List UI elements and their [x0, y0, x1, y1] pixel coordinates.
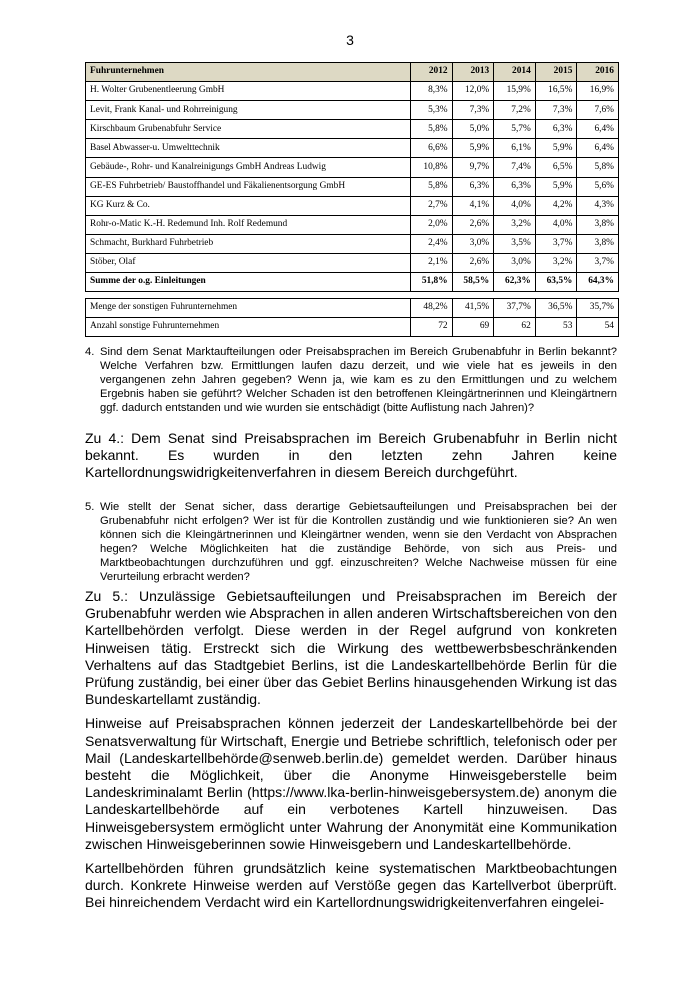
sum-row [86, 273, 619, 292]
answer-4 [85, 430, 617, 489]
table-row [86, 82, 619, 101]
share-value-cell: 2,6% [452, 253, 494, 272]
answer-5-paragraph-3: Kartellbehörden führen grundsätzlich keine systematischen Marktbeobachtungen durch. Konkrete Hinweise werden auf Verstöße gegen das Kartellverbot überprüft. Bei hinreichendem Verdacht wird ein Kartellordnungswidrigkeitenverfahren eingelei- [85, 860, 617, 911]
column-header-year: 2016 [577, 63, 619, 82]
company-name-cell: Basel Abwasser-u. Umwelttechnik [86, 139, 411, 158]
share-value-cell: 15,9% [494, 82, 536, 101]
share-value-cell: 6,1% [494, 139, 536, 158]
answer-5 [85, 588, 617, 919]
share-value-cell: 7,3% [452, 101, 494, 120]
row-value-cell: 54 [577, 318, 619, 337]
row-value-cell: 41,5% [452, 299, 494, 318]
share-value-cell: 6,5% [535, 158, 577, 177]
share-value-cell: 7,4% [494, 158, 536, 177]
column-header-year: 2014 [494, 63, 536, 82]
share-value-cell: 5,9% [535, 139, 577, 158]
question-4-text: Sind dem Senat Marktaufteilungen oder Preisabsprachen im Bereich Grubenabfuhr in Berlin bekannt? Welche Verfahren bzw. Ermittlungen laufen dazu derzeit, und wie viele hat es jeweils in den vergangenen zehn Jahren gegeben? Wenn ja, wie kam es zu den Ermittlungen und zu welchem Ergebnis haben sie geführt? Welcher Schaden ist den betroffenen Kleingärtnerinnen und Kleingärtnern ggf. dadurch entstanden und wie wurden sie entschädigt (bitte Auflistung nach Jahren)? [100, 346, 617, 414]
share-value-cell: 4,3% [577, 196, 619, 215]
table-row [86, 196, 619, 215]
share-value-cell: 3,8% [577, 234, 619, 253]
share-value-cell: 12,0% [452, 82, 494, 101]
row-value-cell: 36,5% [535, 299, 577, 318]
column-header-year: 2013 [452, 63, 494, 82]
table-row [86, 101, 619, 120]
row-value-cell: 37,7% [494, 299, 536, 318]
row-value-cell: 62 [494, 318, 536, 337]
question-5-text: Wie stellt der Senat sicher, dass derartige Gebietsaufteilungen und Preisabsprachen bei der Grubenabfuhr nicht erfolgen? Wer ist für die Kontrollen zuständig und wie funktionieren sie? An wen können sich die Kleingärtnerinnen und Kleingärtner wenden, wenn sie den Verdacht von Absprachen hegen? Welche Möglichkeiten hat die zuständige Behörde, von sich aus Preis- und Marktbeobachtungen durchzuführen und ggf. einzuschreiten? Welche Nachweise müssen für eine Verurteilung erbracht werden? [100, 501, 617, 583]
column-header-year: 2015 [535, 63, 577, 82]
row-value-cell: 69 [452, 318, 494, 337]
share-value-cell: 5,8% [411, 177, 453, 196]
table-row [86, 318, 619, 337]
share-value-cell: 5,8% [577, 158, 619, 177]
sum-value-cell: 62,3% [494, 273, 536, 292]
company-name-cell: H. Wolter Grubenentleerung GmbH [86, 82, 411, 101]
share-value-cell: 4,0% [535, 215, 577, 234]
company-name-cell: KG Kurz & Co. [86, 196, 411, 215]
question-4 [85, 345, 617, 415]
share-value-cell: 3,0% [494, 253, 536, 272]
table-row [86, 120, 619, 139]
table-row [86, 158, 619, 177]
company-name-cell: Rohr-o-Matic K.-H. Redemund Inh. Rolf Redemund [86, 215, 411, 234]
share-value-cell: 5,9% [535, 177, 577, 196]
sum-value-cell: 51,8% [411, 273, 453, 292]
share-value-cell: 5,8% [411, 120, 453, 139]
page-number: 3 [346, 32, 354, 48]
share-value-cell: 4,1% [452, 196, 494, 215]
share-value-cell: 5,6% [577, 177, 619, 196]
table-row [86, 234, 619, 253]
row-value-cell: 72 [411, 318, 453, 337]
share-value-cell: 7,6% [577, 101, 619, 120]
question-4-number: 4. [85, 346, 95, 358]
column-header-year: 2012 [411, 63, 453, 82]
table-row [86, 139, 619, 158]
row-label-cell: Anzahl sonstige Fuhrunternehmen [86, 318, 411, 337]
company-name-cell: Kirschbaum Grubenabfuhr Service [86, 120, 411, 139]
sum-value-cell: 63,5% [535, 273, 577, 292]
share-value-cell: 2,0% [411, 215, 453, 234]
share-value-cell: 3,7% [535, 234, 577, 253]
table-row [86, 177, 619, 196]
share-value-cell: 4,0% [494, 196, 536, 215]
company-name-cell: Schmacht, Burkhard Fuhrbetrieb [86, 234, 411, 253]
share-value-cell: 3,7% [577, 253, 619, 272]
share-value-cell: 6,3% [452, 177, 494, 196]
share-value-cell: 2,1% [411, 253, 453, 272]
share-value-cell: 6,6% [411, 139, 453, 158]
share-value-cell: 5,3% [411, 101, 453, 120]
share-value-cell: 8,3% [411, 82, 453, 101]
share-value-cell: 2,4% [411, 234, 453, 253]
other-companies-table [85, 298, 619, 337]
share-value-cell: 6,3% [535, 120, 577, 139]
share-value-cell: 3,2% [494, 215, 536, 234]
row-label-cell: Menge der sonstigen Fuhrunternehmen [86, 299, 411, 318]
share-value-cell: 7,2% [494, 101, 536, 120]
market-share-table [85, 62, 619, 292]
share-value-cell: 5,9% [452, 139, 494, 158]
share-value-cell: 16,9% [577, 82, 619, 101]
row-value-cell: 48,2% [411, 299, 453, 318]
share-value-cell: 2,7% [411, 196, 453, 215]
company-name-cell: Gebäude-, Rohr- und Kanalreinigungs GmbH Andreas Ludwig [86, 158, 411, 177]
share-value-cell: 7,3% [535, 101, 577, 120]
share-value-cell: 3,5% [494, 234, 536, 253]
table-row [86, 215, 619, 234]
answer-5-paragraph-2: Hinweise auf Preisabsprachen können jederzeit der Landeskartellbehörde bei der Senatsverwaltung für Wirtschaft, Energie und Betriebe schriftlich, telefonisch oder per Mail (Landeskartellbehörde@senweb.berlin.de) gemeldet werden. Darüber hinaus besteht die Möglichkeit, über die Anonyme Hinweisgeberstelle beim Landeskriminalamt Berlin (https://www.lka-berlin-hinweisgebersystem.de) anonym die Landeskartellbehörde auf ein verbotenes Kartell hinzuweisen. Das Hinweisgebersystem ermöglicht unter Wahrung der Anonymität eine Kommunikation zwischen Hinweisgeberinnen sowie Hinweisgebern und Landeskartellbehörde. [85, 715, 617, 852]
answer-5-paragraph-1: Zu 5.: Unzulässige Gebietsaufteilungen und Preisabsprachen im Bereich der Grubenabfuhr werden wie Absprachen in allen anderen Wirtschaftsbereichen von den Kartellbehörden verfolgt. Diese werden in der Regel aufgrund von konkreten Hinweisen tätig. Erstreckt sich die Wirkung des wettbewerbsbeschränkenden Verhaltens auf das Stadtgebiet Berlins, ist die Landeskartellbehörde Berlin für die Prüfung zuständig, bei einer über das Gebiet Berlins hinausgehenden Wirkung ist das Bundeskartellamt zuständig. [85, 588, 617, 708]
share-value-cell: 9,7% [452, 158, 494, 177]
question-5-number: 5. [85, 501, 95, 513]
share-value-cell: 5,7% [494, 120, 536, 139]
question-5 [85, 500, 617, 584]
share-value-cell: 2,6% [452, 215, 494, 234]
company-name-cell: Levit, Frank Kanal- und Rohrreinigung [86, 101, 411, 120]
table-row [86, 299, 619, 318]
sum-value-cell: 64,3% [577, 273, 619, 292]
share-value-cell: 10,8% [411, 158, 453, 177]
sum-label-cell: Summe der o.g. Einleitungen [86, 273, 411, 292]
share-value-cell: 6,4% [577, 139, 619, 158]
column-header-company: Fuhrunternehmen [86, 63, 411, 82]
row-value-cell: 53 [535, 318, 577, 337]
table-row [86, 253, 619, 272]
row-value-cell: 35,7% [577, 299, 619, 318]
share-value-cell: 6,4% [577, 120, 619, 139]
company-name-cell: GE-ES Fuhrbetrieb/ Baustoffhandel und Fäkalienentsorgung GmbH [86, 177, 411, 196]
table-header-row [86, 63, 619, 82]
share-value-cell: 3,0% [452, 234, 494, 253]
share-value-cell: 4,2% [535, 196, 577, 215]
share-value-cell: 3,8% [577, 215, 619, 234]
sum-value-cell: 58,5% [452, 273, 494, 292]
answer-4-text: Zu 4.: Dem Senat sind Preisabsprachen im Bereich Grubenabfuhr in Berlin nicht bekannt. Es wurden in den letzten zehn Jahren keine Kartellordnungswidrigkeitenverfahren in diesem Bereich durchgeführt. [85, 430, 617, 481]
share-value-cell: 6,3% [494, 177, 536, 196]
share-value-cell: 5,0% [452, 120, 494, 139]
share-value-cell: 16,5% [535, 82, 577, 101]
company-name-cell: Stöber, Olaf [86, 253, 411, 272]
share-value-cell: 3,2% [535, 253, 577, 272]
